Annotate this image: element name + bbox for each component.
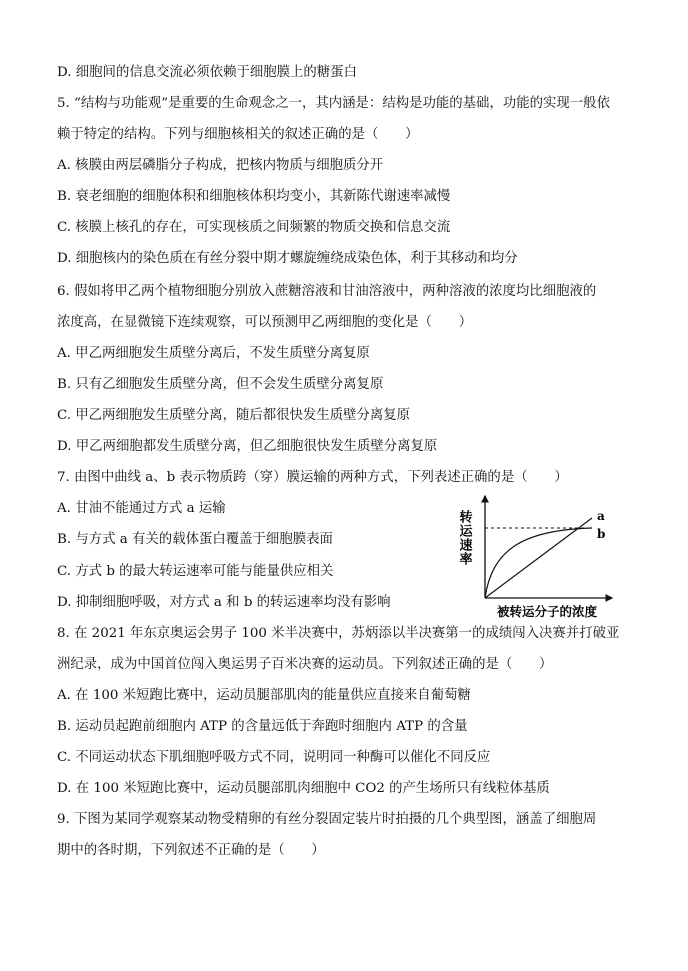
transport-rate-graph [452,490,632,625]
question-6-option-a: A. 甲乙两细胞发生质壁分离后，不发生质壁分离复原 [57,346,370,361]
y-axis-label: 转运速率 [456,510,472,566]
question-6-line-2: 浓度高，在显微镜下连续观察，可以预测甲乙两细胞的变化是（ ） [57,315,473,330]
x-axis-label: 被转运分子的浓度 [497,604,598,619]
curve-b-line [485,528,592,598]
question-8-option-b: B. 运动员起跑前细胞内 ATP 的含量远低于奔跑时细胞内 ATP 的含量 [57,719,468,734]
transport-rate-figure [452,490,632,625]
question-8-line-2: 洲纪录，成为中国首位闯入奥运男子百米决赛的运动员。下列叙述正确的是（ ） [57,657,553,672]
question-8-option-c: C. 不同运动状态下肌细胞呼吸方式不同，说明同一种酶可以催化不同反应 [57,750,491,765]
option-5-prev-d: D. 细胞间的信息交流必须依赖于细胞膜上的糖蛋白 [57,65,357,80]
question-8-option-a: A. 在 100 米短跑比赛中，运动员腿部肌肉的能量供应直接来自葡萄糖 [57,688,471,703]
question-6-option-d: D. 甲乙两细胞都发生质壁分离，但乙细胞很快发生质壁分离复原 [57,439,438,454]
question-6-option-c: C. 甲乙两细胞发生质壁分离，随后都很快发生质壁分离复原 [57,408,411,423]
question-6-option-b: B. 只有乙细胞发生质壁分离，但不会发生质壁分离复原 [57,377,384,392]
question-7-stem: 7. 由图中曲线 a、b 表示物质跨（穿）膜运输的两种方式，下列表述正确的是（ ） [57,470,568,485]
question-7-option-b: B. 与方式 a 有关的载体蛋白覆盖于细胞膜表面 [57,532,333,547]
question-5-option-a: A. 核膜由两层磷脂分子构成，把核内物质与细胞质分开 [57,158,384,173]
question-6-line-1: 6. 假如将甲乙两个植物细胞分别放入蔗糖溶液和甘油溶液中，两种溶液的浓度均比细胞液的 [57,284,597,299]
question-5-option-d: D. 细胞核内的染色质在有丝分裂中期才螺旋缠绕成染色体，利于其移动和均分 [57,251,518,266]
question-8-line-1: 8. 在 2021 年东京奥运会男子 100 米半决赛中，苏炳添以半决赛第一的成绩闯入决赛并打破亚 [57,626,620,641]
question-9-line-1: 9. 下图为某同学观察某动物受精卵的有丝分裂固定装片时拍摄的几个典型图，涵盖了细胞周 [57,812,597,827]
question-7-option-d: D. 抑制细胞呼吸，对方式 a 和 b 的转运速率均没有影响 [57,595,391,610]
question-7-option-c: C. 方式 b 的最大转运速率可能与能量供应相关 [57,564,334,579]
question-8-option-d: D. 在 100 米短跑比赛中，运动员腿部肌肉细胞中 CO2 的产生场所只有线粒体基质 [57,781,550,796]
curve-a-label: a [597,509,605,523]
question-5-option-b: B. 衰老细胞的细胞体积和细胞核体积均变小，其新陈代谢速率减慢 [57,189,451,204]
question-7-option-a: A. 甘油不能通过方式 a 运输 [57,501,226,516]
question-5-option-c: C. 核膜上核孔的存在，可实现核质之间频繁的物质交换和信息交流 [57,220,451,235]
question-5-line-1: 5. “结构与功能观”是重要的生命观念之一，其内涵是：结构是功能的基础，功能的实现一般依 [57,96,610,111]
curve-b-label: b [597,527,606,541]
question-5-line-2: 赖于特定的结构。下列与细胞核相关的叙述正确的是（ ） [57,127,419,142]
question-9-line-2: 期中的各时期，下列叙述不正确的是（ ） [57,843,325,858]
